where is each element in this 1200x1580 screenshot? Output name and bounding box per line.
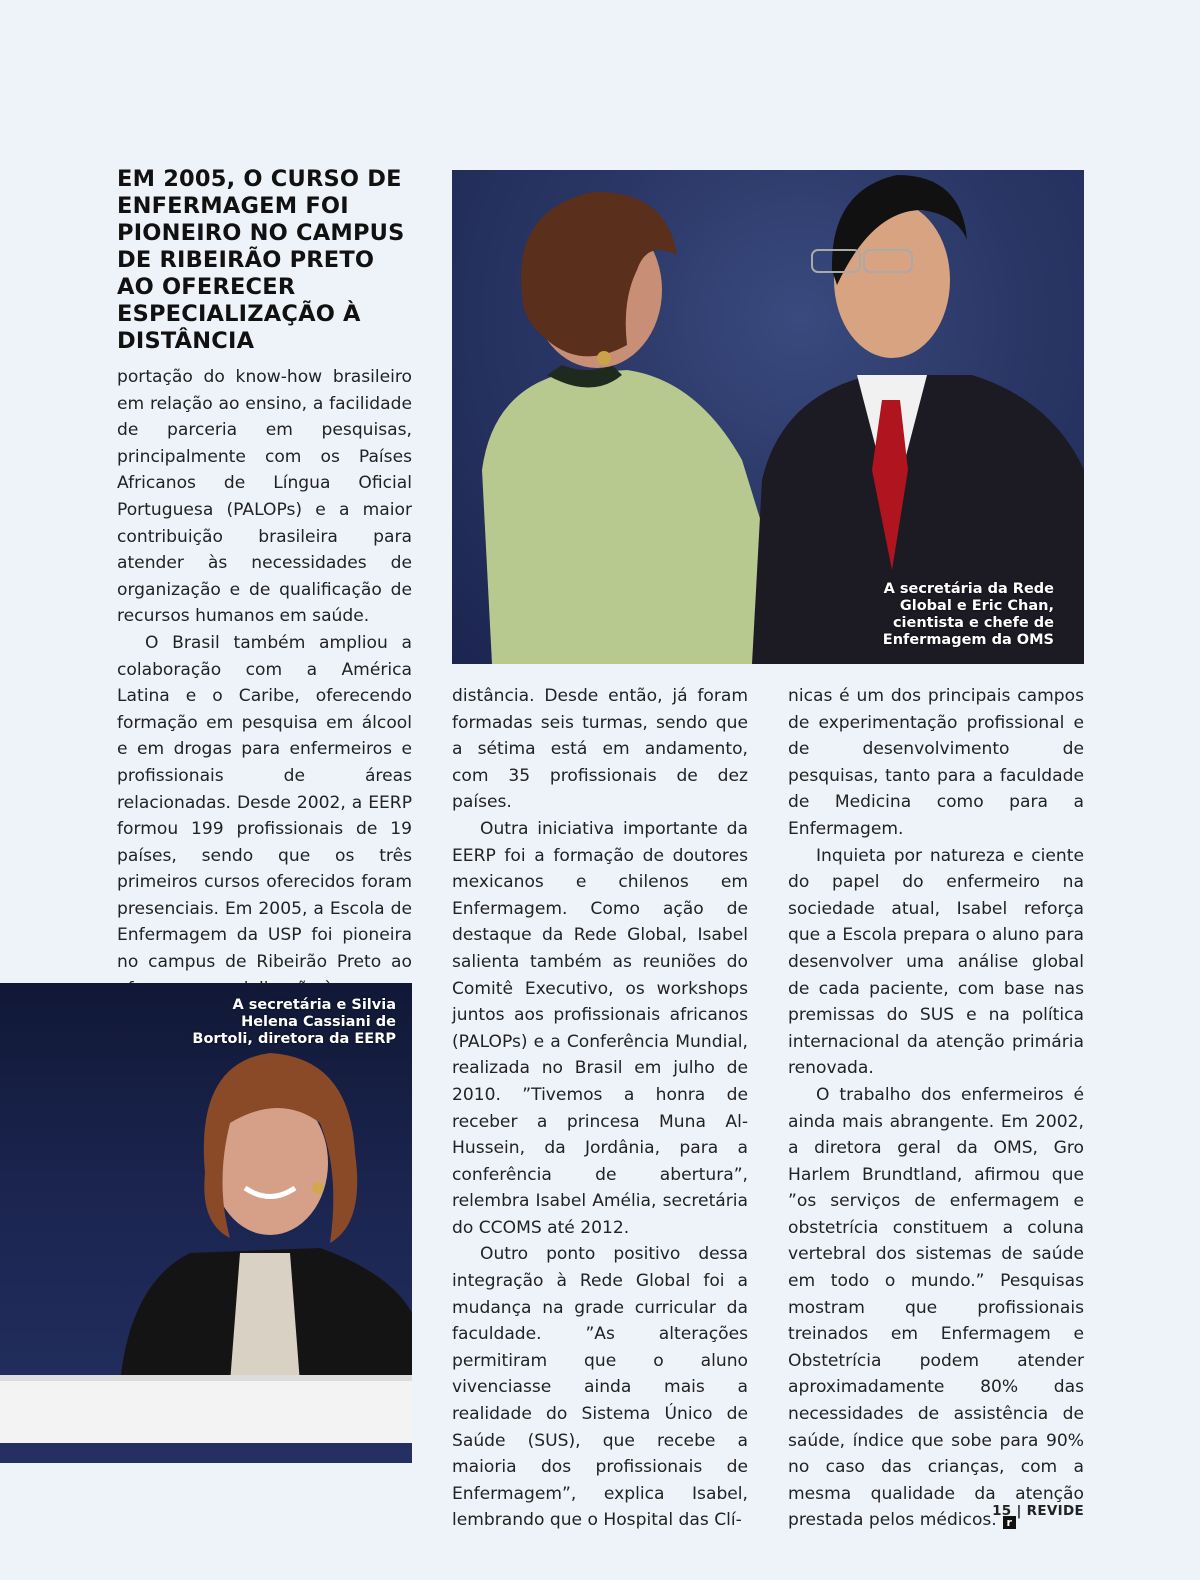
photo-secretary-and-eric-chan	[452, 170, 1084, 664]
paragraph: portação do know-how brasileiro em relação ao ensino, a facilidade de parceria em pesquisas, principalmente com os Países Africanos de Língua Oficial Portuguesa (PALOPs) e a maior contribuição brasileira para atender às necessidades de organização e de qualificação de recursos humanos em saúde.	[117, 367, 412, 627]
paragraph	[788, 1082, 1084, 1534]
page-footer: 15 | REVIDE	[992, 1503, 1084, 1519]
pull-quote: EM 2005, O CURSO DE ENFERMAGEM FOI PIONEIRO NO CAMPUS DE RIBEIRÃO PRETO AO OFERECER ESPECIALIZAÇÃO À DISTÂNCIA	[117, 166, 405, 354]
paragraph: nicas é um dos principais campos de experimentação profissional e de desenvolvimento de pesquisas, tanto para a faculdade de Medicina como para a Enfermagem.	[788, 686, 1084, 839]
photo-caption-top: A secretária da Rede Global e Eric Chan, cientista e chefe de Enfermagem da OMS	[882, 581, 1054, 648]
photo-secretary-and-silvia-cassiani	[0, 983, 412, 1463]
paragraph: distância. Desde então, já foram formadas seis turmas, sendo que a sétima está em andamento, com 35 profissionais de dez países.	[452, 686, 748, 813]
paragraph-text: O trabalho dos enfermeiros é ainda mais abrangente. Em 2002, a diretora geral da OMS, Gro Harlem Brundtland, afirmou que ”os serviços de enfermagem e obstetrícia constituem a coluna vertebral dos sistemas de saúde em todo o mundo.” Pesquisas mostram que profissionais treinados em Enfermagem e Obstetrícia podem atender aproximadamente 80% das necessidades de assistência de saúde, índice que sobe para 90% no caso das crianças, com a mesma qualidade da atenção prestada pelos médicos.	[788, 1084, 1084, 1531]
text-column-2	[452, 683, 748, 1531]
end-of-article-icon: r	[1003, 1516, 1016, 1529]
text-column-1	[117, 364, 412, 973]
paragraph: Outro ponto positivo dessa integração à Rede Global foi a mudança na grade curricular da faculdade. ”As alterações permitiram que o aluno vivenciasse ainda mais a realidade do Sistema Único de Saúde (SUS), que recebe a maioria dos profissionais de Enfermagem”, explica Isabel, lembrando que o Hospital das Clí-	[452, 1244, 748, 1531]
photo-caption-bottom: A secretária e Silvia Helena Cassiani de Bortoli, diretora da EERP	[192, 997, 396, 1047]
photo-illustration	[0, 983, 412, 1463]
paragraph: O Brasil também ampliou a colaboração com a América Latina e o Caribe, oferecendo formação em pesquisa em álcool e em drogas para enfermeiros e profissionais de áreas relacionadas. Desde 2002, a EERP formou 199 profissionais de 19 países, sendo que os três primeiros cursos oferecidos foram presenciais. Em 2005, a Escola de Enfermagem da USP foi pioneira no campus de Ribeirão Preto ao	[117, 632, 412, 973]
paragraph: Inquieta por natureza e ciente do papel do enfermeiro na sociedade atual, Isabel reforça que a Escola prepara o aluno para desenvolver uma análise global de cada paciente, com base nas premissas do SUS e na política internacional da atenção primária renovada.	[788, 845, 1084, 1079]
paragraph: Outra iniciativa importante da EERP foi a formação de doutores mexicanos e chilenos em Enfermagem. Como ação de destaque da Rede Global, Isabel salienta também as reuniões do Comitê Executivo, os workshops juntos aos profissionais africanos (PALOPs) e a Conferência Mundial, realizada no Brasil em julho de 2010. ”Tivemos a honra de receber a princesa Muna Al-Hussein, da Jordânia, para a conferência de abertura”, relembra Isabel Amélia, secretária do CCOMS até 2012.	[452, 818, 748, 1238]
